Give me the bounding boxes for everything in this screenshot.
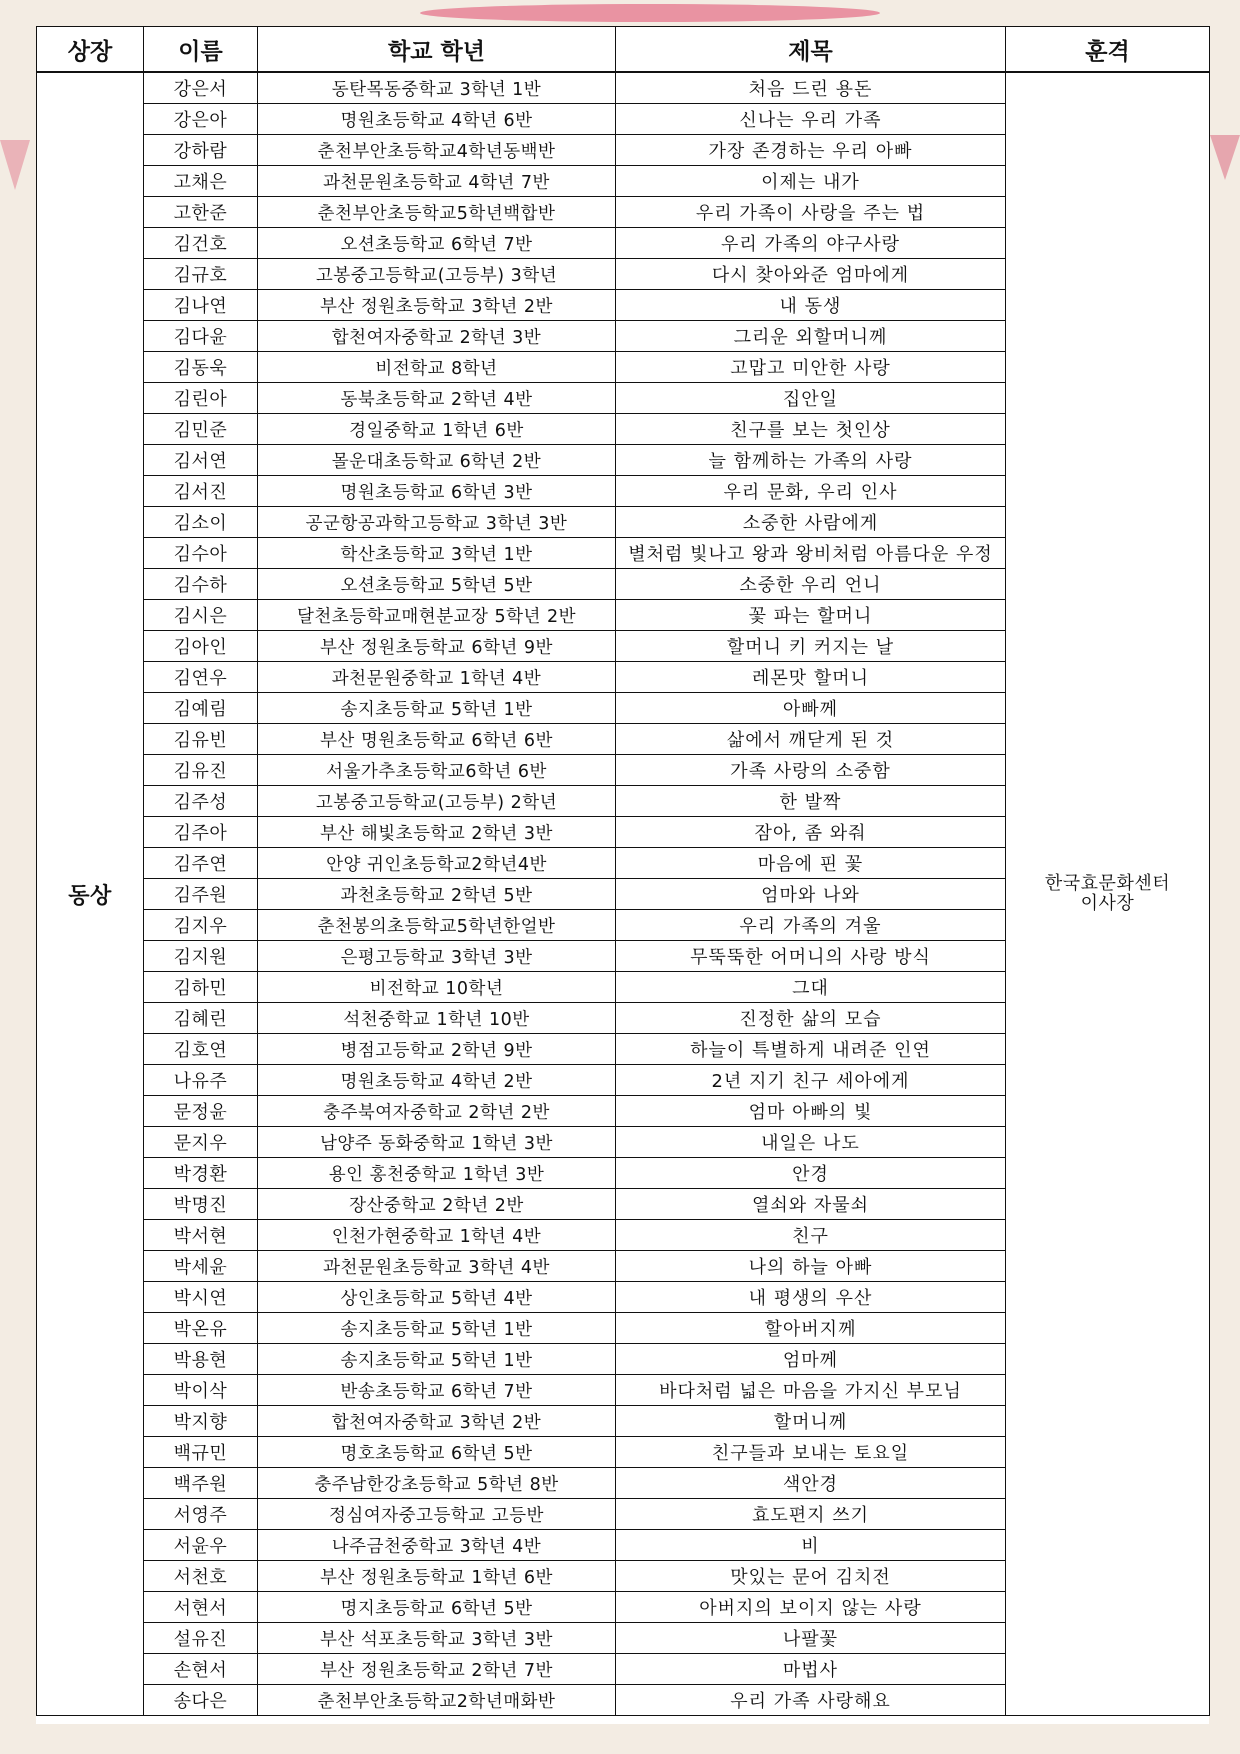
name-cell: 송다은: [144, 1685, 258, 1716]
school-cell: 서울가추초등학교6학년 6반: [258, 755, 616, 786]
title-cell: 한 발짝: [616, 786, 1006, 817]
commendation-line1: 한국효문화센터: [1044, 873, 1171, 894]
title-cell: 무뚝뚝한 어머니의 사랑 방식: [616, 941, 1006, 972]
name-cell: 백규민: [144, 1437, 258, 1468]
school-cell: 충주북여자중학교 2학년 2반: [258, 1096, 616, 1127]
name-cell: 강은서: [144, 72, 258, 104]
header-title: 제목: [616, 27, 1006, 73]
title-cell: 마법사: [616, 1654, 1006, 1685]
title-cell: 늘 함께하는 가족의 사랑: [616, 445, 1006, 476]
title-cell: 고맙고 미안한 사랑: [616, 352, 1006, 383]
name-cell: 김유진: [144, 755, 258, 786]
school-cell: 합천여자중학교 2학년 3반: [258, 321, 616, 352]
title-cell: 꽃 파는 할머니: [616, 600, 1006, 631]
school-cell: 은평고등학교 3학년 3반: [258, 941, 616, 972]
school-cell: 명호초등학교 6학년 5반: [258, 1437, 616, 1468]
school-cell: 인천가현중학교 1학년 4반: [258, 1220, 616, 1251]
title-cell: 우리 가족의 겨울: [616, 910, 1006, 941]
school-cell: 동탄목동중학교 3학년 1반: [258, 72, 616, 104]
school-cell: 상인초등학교 5학년 4반: [258, 1282, 616, 1313]
name-cell: 김지원: [144, 941, 258, 972]
school-cell: 송지초등학교 5학년 1반: [258, 1313, 616, 1344]
name-cell: 고한준: [144, 197, 258, 228]
school-cell: 명원초등학교 6학년 3반: [258, 476, 616, 507]
name-cell: 김유빈: [144, 724, 258, 755]
name-cell: 서천호: [144, 1561, 258, 1592]
school-cell: 송지초등학교 5학년 1반: [258, 1344, 616, 1375]
school-cell: 학산초등학교 3학년 1반: [258, 538, 616, 569]
title-cell: 하늘이 특별하게 내려준 인연: [616, 1034, 1006, 1065]
name-cell: 서영주: [144, 1499, 258, 1530]
name-cell: 김규호: [144, 259, 258, 290]
name-cell: 강하람: [144, 135, 258, 166]
commendation-line2: 이사장: [1080, 893, 1135, 914]
name-cell: 김수하: [144, 569, 258, 600]
name-cell: 김주연: [144, 848, 258, 879]
title-cell: 레몬맛 할머니: [616, 662, 1006, 693]
title-cell: 엄마 아빠의 빛: [616, 1096, 1006, 1127]
name-cell: 김예림: [144, 693, 258, 724]
name-cell: 김주아: [144, 817, 258, 848]
school-cell: 명원초등학교 4학년 6반: [258, 104, 616, 135]
school-cell: 비전학교 8학년: [258, 352, 616, 383]
title-cell: 가족 사랑의 소중함: [616, 755, 1006, 786]
title-cell: 집안일: [616, 383, 1006, 414]
name-cell: 박지향: [144, 1406, 258, 1437]
title-cell: 별처럼 빛나고 왕과 왕비처럼 아름다운 우정: [616, 538, 1006, 569]
school-cell: 석천중학교 1학년 10반: [258, 1003, 616, 1034]
school-cell: 춘천봉의초등학교5학년한얼반: [258, 910, 616, 941]
name-cell: 김나연: [144, 290, 258, 321]
title-cell: 소중한 사람에게: [616, 507, 1006, 538]
school-cell: 합천여자중학교 3학년 2반: [258, 1406, 616, 1437]
school-cell: 장산중학교 2학년 2반: [258, 1189, 616, 1220]
school-cell: 달천초등학교매현분교장 5학년 2반: [258, 600, 616, 631]
name-cell: 고채은: [144, 166, 258, 197]
title-cell: 친구를 보는 첫인상: [616, 414, 1006, 445]
title-cell: 마음에 핀 꽃: [616, 848, 1006, 879]
name-cell: 김시은: [144, 600, 258, 631]
school-cell: 병점고등학교 2학년 9반: [258, 1034, 616, 1065]
name-cell: 김수아: [144, 538, 258, 569]
name-cell: 손현서: [144, 1654, 258, 1685]
school-cell: 과천문원중학교 1학년 4반: [258, 662, 616, 693]
title-cell: 우리 가족 사랑해요: [616, 1685, 1006, 1716]
name-cell: 박경환: [144, 1158, 258, 1189]
title-cell: 우리 문화, 우리 인사: [616, 476, 1006, 507]
title-cell: 진정한 삶의 모습: [616, 1003, 1006, 1034]
title-cell: 나팔꽃: [616, 1623, 1006, 1654]
school-cell: 용인 홍천중학교 1학년 3반: [258, 1158, 616, 1189]
left-bunting-decoration: [0, 140, 30, 190]
name-cell: 설유진: [144, 1623, 258, 1654]
title-cell: 우리 가족의 야구사랑: [616, 228, 1006, 259]
name-cell: 김민준: [144, 414, 258, 445]
name-cell: 김호연: [144, 1034, 258, 1065]
school-cell: 명원초등학교 4학년 2반: [258, 1065, 616, 1096]
award-list-document: [36, 26, 1209, 1724]
title-cell: 친구들과 보내는 토요일: [616, 1437, 1006, 1468]
name-cell: 문정윤: [144, 1096, 258, 1127]
school-cell: 춘천부안초등학교4학년동백반: [258, 135, 616, 166]
award-grade-cell: 동상: [37, 72, 144, 1716]
school-cell: 송지초등학교 5학년 1반: [258, 693, 616, 724]
top-ribbon-decoration: [420, 4, 880, 22]
name-cell: 김아인: [144, 631, 258, 662]
school-cell: 공군항공과학고등학교 3학년 3반: [258, 507, 616, 538]
header-commendation: 훈격: [1006, 27, 1210, 73]
name-cell: 서현서: [144, 1592, 258, 1623]
school-cell: 경일중학교 1학년 6반: [258, 414, 616, 445]
school-cell: 비전학교 10학년: [258, 972, 616, 1003]
school-cell: 나주금천중학교 3학년 4반: [258, 1530, 616, 1561]
title-cell: 이제는 내가: [616, 166, 1006, 197]
school-cell: 동북초등학교 2학년 4반: [258, 383, 616, 414]
name-cell: 문지우: [144, 1127, 258, 1158]
name-cell: 김하민: [144, 972, 258, 1003]
name-cell: 김린아: [144, 383, 258, 414]
title-cell: 내일은 나도: [616, 1127, 1006, 1158]
name-cell: 박용현: [144, 1344, 258, 1375]
title-cell: 엄마와 나와: [616, 879, 1006, 910]
name-cell: 박이삭: [144, 1375, 258, 1406]
school-cell: 안양 귀인초등학교2학년4반: [258, 848, 616, 879]
title-cell: 할머니 키 커지는 날: [616, 631, 1006, 662]
title-cell: 2년 지기 친구 세아에게: [616, 1065, 1006, 1096]
title-cell: 아버지의 보이지 않는 사랑: [616, 1592, 1006, 1623]
school-cell: 과천초등학교 2학년 5반: [258, 879, 616, 910]
name-cell: 김연우: [144, 662, 258, 693]
title-cell: 우리 가족이 사랑을 주는 법: [616, 197, 1006, 228]
title-cell: 잠아, 좀 와줘: [616, 817, 1006, 848]
school-cell: 부산 정원초등학교 6학년 9반: [258, 631, 616, 662]
school-cell: 부산 해빛초등학교 2학년 3반: [258, 817, 616, 848]
school-cell: 부산 정원초등학교 1학년 6반: [258, 1561, 616, 1592]
title-cell: 열쇠와 자물쇠: [616, 1189, 1006, 1220]
name-cell: 박서현: [144, 1220, 258, 1251]
name-cell: 김다윤: [144, 321, 258, 352]
name-cell: 김건호: [144, 228, 258, 259]
name-cell: 김혜린: [144, 1003, 258, 1034]
name-cell: 박세윤: [144, 1251, 258, 1282]
school-cell: 반송초등학교 6학년 7반: [258, 1375, 616, 1406]
title-cell: 신나는 우리 가족: [616, 104, 1006, 135]
title-cell: 색안경: [616, 1468, 1006, 1499]
award-table-body: [37, 72, 1210, 1716]
name-cell: 박온유: [144, 1313, 258, 1344]
name-cell: 김동욱: [144, 352, 258, 383]
name-cell: 김소이: [144, 507, 258, 538]
school-cell: 과천문원초등학교 3학년 4반: [258, 1251, 616, 1282]
school-cell: 오션초등학교 5학년 5반: [258, 569, 616, 600]
name-cell: 박시연: [144, 1282, 258, 1313]
school-cell: 부산 명원초등학교 6학년 6반: [258, 724, 616, 755]
school-cell: 남양주 동화중학교 1학년 3반: [258, 1127, 616, 1158]
table-row: [37, 72, 1210, 104]
title-cell: 효도편지 쓰기: [616, 1499, 1006, 1530]
school-cell: 춘천부안초등학교5학년백합반: [258, 197, 616, 228]
name-cell: 김주성: [144, 786, 258, 817]
title-cell: 안경: [616, 1158, 1006, 1189]
school-cell: 부산 정원초등학교 2학년 7반: [258, 1654, 616, 1685]
header-row: [37, 27, 1210, 73]
name-cell: 서윤우: [144, 1530, 258, 1561]
title-cell: 바다처럼 넓은 마음을 가지신 부모님: [616, 1375, 1006, 1406]
school-cell: 명지초등학교 6학년 5반: [258, 1592, 616, 1623]
title-cell: 다시 찾아와준 엄마에게: [616, 259, 1006, 290]
school-cell: 몰운대초등학교 6학년 2반: [258, 445, 616, 476]
title-cell: 내 평생의 우산: [616, 1282, 1006, 1313]
right-bunting-decoration: [1210, 135, 1240, 180]
commendation-cell: [1006, 72, 1210, 1716]
school-cell: 고봉중고등학교(고등부) 3학년: [258, 259, 616, 290]
name-cell: 강은아: [144, 104, 258, 135]
title-cell: 그대: [616, 972, 1006, 1003]
school-cell: 정심여자중고등학교 고등반: [258, 1499, 616, 1530]
header-name: 이름: [144, 27, 258, 73]
school-cell: 부산 석포초등학교 3학년 3반: [258, 1623, 616, 1654]
school-cell: 충주남한강초등학교 5학년 8반: [258, 1468, 616, 1499]
school-cell: 춘천부안초등학교2학년매화반: [258, 1685, 616, 1716]
name-cell: 박명진: [144, 1189, 258, 1220]
name-cell: 김서진: [144, 476, 258, 507]
name-cell: 백주원: [144, 1468, 258, 1499]
title-cell: 소중한 우리 언니: [616, 569, 1006, 600]
school-cell: 고봉중고등학교(고등부) 2학년: [258, 786, 616, 817]
name-cell: 나유주: [144, 1065, 258, 1096]
name-cell: 김지우: [144, 910, 258, 941]
title-cell: 비: [616, 1530, 1006, 1561]
title-cell: 나의 하늘 아빠: [616, 1251, 1006, 1282]
name-cell: 김서연: [144, 445, 258, 476]
title-cell: 처음 드린 용돈: [616, 72, 1006, 104]
school-cell: 오션초등학교 6학년 7반: [258, 228, 616, 259]
title-cell: 아빠께: [616, 693, 1006, 724]
award-table: [36, 26, 1210, 1716]
name-cell: 김주원: [144, 879, 258, 910]
school-cell: 부산 정원초등학교 3학년 2반: [258, 290, 616, 321]
title-cell: 할머니께: [616, 1406, 1006, 1437]
title-cell: 엄마께: [616, 1344, 1006, 1375]
school-cell: 과천문원초등학교 4학년 7반: [258, 166, 616, 197]
title-cell: 그리운 외할머니께: [616, 321, 1006, 352]
header-award: 상장: [37, 27, 144, 73]
title-cell: 삶에서 깨닫게 된 것: [616, 724, 1006, 755]
title-cell: 맛있는 문어 김치전: [616, 1561, 1006, 1592]
title-cell: 할아버지께: [616, 1313, 1006, 1344]
title-cell: 가장 존경하는 우리 아빠: [616, 135, 1006, 166]
title-cell: 친구: [616, 1220, 1006, 1251]
header-school: 학교 학년: [258, 27, 616, 73]
title-cell: 내 동생: [616, 290, 1006, 321]
